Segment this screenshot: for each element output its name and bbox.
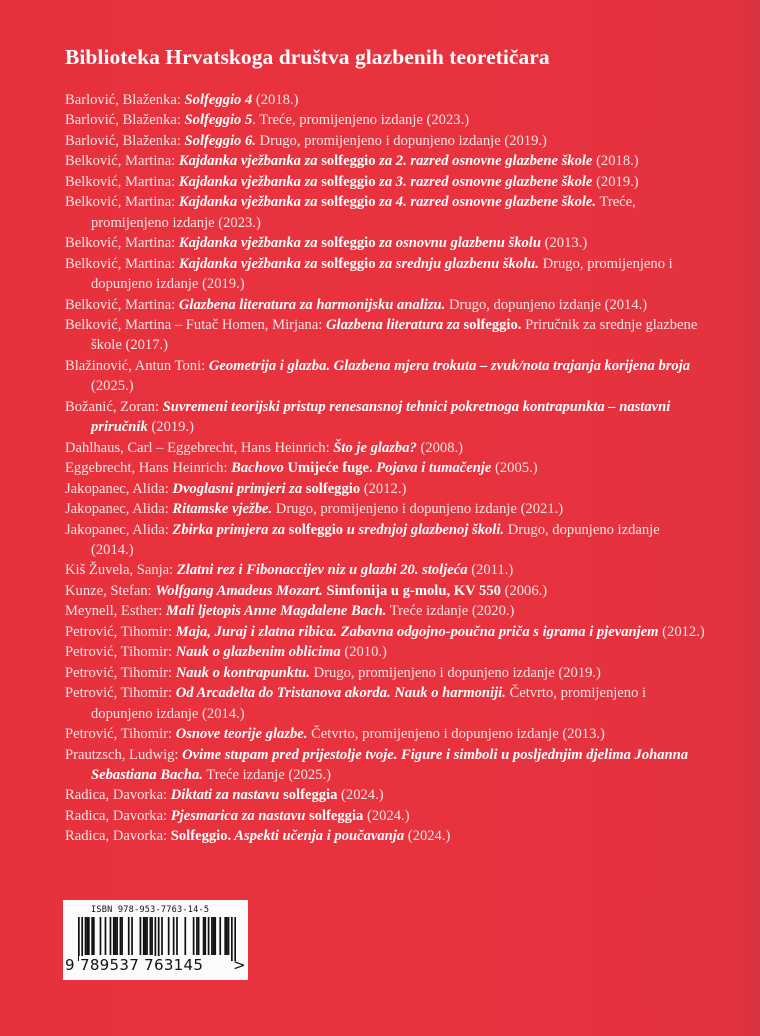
entry-title-text: Simfonija u g-molu, KV 550 xyxy=(322,582,501,599)
barcode-bar xyxy=(116,917,118,955)
entry-text: Eggebrecht, Hans Heinrich: xyxy=(65,460,232,477)
list-item xyxy=(65,192,705,233)
barcode-bar xyxy=(145,917,147,955)
entry-text: Radica, Davorka: xyxy=(65,828,171,845)
barcode-bar xyxy=(203,917,205,955)
barcode-bar xyxy=(93,917,95,955)
barcode-bar xyxy=(198,917,200,955)
barcode-bar xyxy=(204,917,206,955)
entry-title-text: Pojava i tumačenje xyxy=(372,460,492,477)
entry-text: Petrović, Tihomir: xyxy=(65,644,176,661)
entry-title-text: Zlatni rez i Fibonaccijev niz u glazbi 20. stoljeća xyxy=(176,562,468,579)
entry-title-text: Diktati za nastavu xyxy=(170,787,284,804)
list-item xyxy=(65,233,705,253)
entry-title-text: Maja, Juraj i zlatna ribica. Zabavna odgojno-poučna priča s igrama i pjevanjem xyxy=(175,623,659,640)
entry-text: Četvrto, promijenjeno i dopunjeno izdanje (2013.) xyxy=(307,726,605,743)
entry-text: Drugo, promijenjeno i dopunjeno izdanje (2019.) xyxy=(91,255,673,293)
list-item xyxy=(65,254,705,295)
entry-text: Barlović, Blaženka: xyxy=(65,112,185,129)
barcode-bar xyxy=(219,917,221,955)
list-item xyxy=(65,785,705,805)
entry-text: Petrović, Tihomir: xyxy=(65,664,176,681)
entry-title-text: Aspekti učenja i poučavanja xyxy=(231,828,405,845)
entry-text: Jakopanec, Alida: xyxy=(65,480,173,497)
entry-title-text: Kajdanka vježbanka za xyxy=(178,173,322,190)
entry-title-text: Kajdanka vježbanka za xyxy=(178,194,322,211)
isbn-label: ISBN 978-953-7763-14-5 xyxy=(91,905,210,915)
barcode-bar xyxy=(91,917,93,955)
entry-title-text: solfeggio xyxy=(321,255,376,272)
entry-text: (2008.) xyxy=(416,439,464,456)
entry-text: Belković, Martina: xyxy=(65,153,179,170)
entry-text: Belković, Martina: xyxy=(65,173,179,190)
entry-title-text: za srednju glazbenu školu. xyxy=(375,255,539,272)
barcode-bar xyxy=(211,917,213,955)
entry-text: Drugo, promijenjeno i dopunjeno izdanje (2019.) xyxy=(255,132,547,149)
list-item xyxy=(65,295,705,315)
entry-text: Dahlhaus, Carl – Eggebrecht, Hans Heinrich: xyxy=(65,439,334,456)
list-item xyxy=(65,315,705,356)
entry-title-text: Solfeggio. xyxy=(170,828,232,845)
list-item xyxy=(65,438,705,458)
barcode-bar xyxy=(81,917,83,961)
barcode-bar xyxy=(214,917,216,955)
list-item xyxy=(65,520,705,561)
entry-text: Belković, Martina – Futač Homen, Mirjana: xyxy=(65,316,327,333)
entry-title-text: Solfeggio 6. xyxy=(184,132,256,149)
barcode-bar xyxy=(150,917,152,955)
entry-text: Božanić, Zoran: xyxy=(65,398,163,415)
entry-text: Drugo, promijenjeno i dopunjeno izdanje (2019.) xyxy=(309,664,601,681)
list-item xyxy=(65,663,705,683)
barcode-bar xyxy=(85,917,87,955)
entry-title-text: Solfeggio 5 xyxy=(184,112,253,129)
entry-text: (2005.) xyxy=(491,460,538,477)
barcode-bar xyxy=(213,917,215,955)
entry-text: Treće izdanje (2020.) xyxy=(386,603,515,620)
entry-title-text: za 3. razred osnovne glazbene škole xyxy=(375,173,593,190)
entry-text: Četvrto, promijenjeno i dopunjeno izdanje (2014.) xyxy=(91,685,647,722)
barcode-bar xyxy=(105,917,107,955)
barcode-bar xyxy=(140,917,142,955)
entry-title-text: Ovime stupam pred prijestolje tvoje. Figure i simboli u posljednjim djelima Johanna Sebastiana Bacha. xyxy=(91,746,689,783)
entry-title-text: Nauk o kontrapunktu. xyxy=(175,664,310,681)
entry-title-text: solfeggio xyxy=(321,153,376,170)
entry-text: Kiš Žuvela, Sanja: xyxy=(65,562,177,579)
barcode-bar xyxy=(173,917,175,955)
entry-text: Radica, Davorka: xyxy=(65,807,171,824)
entry-text: (2006.) xyxy=(500,582,548,599)
list-item xyxy=(65,499,705,519)
entry-title-text: Od Arcadelta do Tristanova akorda. Nauk o harmoniji. xyxy=(175,685,506,702)
entry-text: Belković, Martina: xyxy=(65,255,179,272)
barcode-bar xyxy=(131,917,133,955)
entry-text: (2019.) xyxy=(147,419,194,436)
entry-title-text: Ritamske vježbe. xyxy=(172,501,273,518)
entry-title-text: Dvoglasni primjeri za xyxy=(172,480,306,497)
list-item xyxy=(65,458,705,478)
entry-text: (2013.) xyxy=(540,235,588,252)
list-item xyxy=(65,397,705,438)
barcode-bar xyxy=(168,917,170,955)
entry-title-text: Pjesmarica za nastavu xyxy=(170,807,310,824)
entry-title-text: solfeggio xyxy=(321,235,376,252)
entry-title-text: Glazbena literatura za harmonijsku analizu. xyxy=(178,296,446,313)
entry-text: Drugo, dopunjeno izdanje (2014.) xyxy=(91,521,660,558)
barcode-bar xyxy=(121,917,123,955)
entry-text: Belković, Martina: xyxy=(65,194,179,211)
barcode-bar xyxy=(100,917,102,955)
entry-title-text: solfeggio xyxy=(321,173,376,190)
entry-title-text: Suvremeni teorijski pristup renesansnoj tehnici pokretnoga kontrapunkta – nastavni priručnik xyxy=(91,398,671,436)
barcode-bar xyxy=(224,917,226,955)
entry-title-text: za 2. razred osnovne glazbene škole xyxy=(375,153,593,170)
entry-title-text: Bachovo xyxy=(231,460,288,477)
entry-text: Priručnik za srednje glazbene škole (2017.) xyxy=(91,316,698,354)
entry-title-text: Kajdanka vježbanka za xyxy=(178,153,322,170)
list-item xyxy=(65,642,705,662)
ean-quiet-zone-arrow: > xyxy=(233,956,246,974)
entry-title-text: solfeggio xyxy=(288,521,344,538)
entry-title-text: za 4. razred osnovne glazbene škole. xyxy=(375,194,597,211)
entry-text: (2024.) xyxy=(337,787,384,804)
entry-text: Drugo, dopunjeno izdanje (2014.) xyxy=(445,296,648,313)
barcode-bar xyxy=(158,917,160,961)
entry-text: Kunze, Stefan: xyxy=(65,582,156,599)
entry-text: Treće, promijenjeno izdanje (2023.) xyxy=(91,194,636,231)
entry-text: (2012.) xyxy=(658,623,705,640)
barcode-bar xyxy=(155,917,157,961)
list-item xyxy=(65,110,705,130)
barcode-bar xyxy=(120,917,122,955)
barcode-bar xyxy=(231,917,233,961)
barcode-bar xyxy=(161,917,163,955)
entry-text: . Treće, promijenjeno izdanje (2023.) xyxy=(252,112,470,129)
entry-text: Radica, Davorka: xyxy=(65,787,171,804)
list-item xyxy=(65,806,705,826)
publication-list xyxy=(65,90,705,847)
entry-title-text: u srednjoj glazbenoj školi. xyxy=(343,521,505,538)
entry-text: Petrović, Tihomir: xyxy=(65,623,176,640)
barcode-bar xyxy=(196,917,198,955)
entry-text: Meynell, Esther: xyxy=(65,603,166,620)
entry-text: Prautzsch, Ludwig: xyxy=(65,746,183,763)
entry-title-text: Osnove teorije glazbe. xyxy=(175,726,308,743)
barcode-bar xyxy=(86,917,88,955)
list-item xyxy=(65,151,705,171)
series-title: Biblioteka Hrvatskoga društva glazbenih teoretičara xyxy=(65,45,550,69)
list-item xyxy=(65,479,705,499)
entry-text: Barlović, Blaženka: xyxy=(65,92,185,108)
entry-title-text: Solfeggio 4 xyxy=(184,92,253,108)
entry-title-text: za osnovnu glazbenu školu xyxy=(375,235,541,252)
entry-text: (2025.) xyxy=(91,378,134,395)
entry-text: Petrović, Tihomir: xyxy=(65,685,176,702)
barcode-bar xyxy=(88,917,90,955)
entry-title-text: solfeggia xyxy=(283,787,338,804)
barcode-bar xyxy=(115,917,117,955)
entry-title-text: Nauk o glazbenim oblicima xyxy=(175,644,341,661)
ean-digits: 789537 763145 xyxy=(80,956,204,974)
barcode-bar xyxy=(151,917,153,955)
entry-text: (2018.) xyxy=(592,153,639,170)
list-item xyxy=(65,724,705,744)
entry-text: Belković, Martina: xyxy=(65,296,179,313)
entry-title-text: solfeggia xyxy=(309,807,364,824)
entry-title-text: Glazbena literatura za xyxy=(326,316,464,333)
entry-title-text: Umijeće fuge. xyxy=(287,460,373,477)
isbn-barcode xyxy=(63,900,248,980)
barcode-bar xyxy=(128,917,130,955)
entry-text: (2019.) xyxy=(592,173,639,190)
entry-text: (2018.) xyxy=(252,92,299,108)
list-item xyxy=(65,560,705,580)
ean-first-digit: 9 xyxy=(65,956,75,974)
list-item xyxy=(65,826,705,846)
entry-title-text: solfeggio xyxy=(305,480,361,497)
barcode-bar xyxy=(193,917,195,955)
list-item xyxy=(65,745,705,786)
entry-title-text: solfeggio. xyxy=(463,316,522,333)
entry-text: Belković, Martina: xyxy=(65,235,179,252)
list-item xyxy=(65,172,705,192)
list-item xyxy=(65,601,705,621)
barcode-bar xyxy=(226,917,228,955)
barcode-bar xyxy=(208,917,210,955)
entry-title-text: Geometrija i glazba. Glazbena mjera trokuta – zvuk/nota trajanja korijena broja xyxy=(208,357,691,374)
barcode-bar xyxy=(110,917,112,955)
barcode-bar xyxy=(146,917,148,955)
entry-title-text: Wolfgang Amadeus Mozart. xyxy=(155,582,323,599)
list-item xyxy=(65,683,705,724)
list-item xyxy=(65,622,705,642)
entry-title-text: solfeggio xyxy=(321,194,376,211)
entry-text: (2012.) xyxy=(360,480,407,497)
entry-text: (2024.) xyxy=(404,828,451,845)
barcode-bar xyxy=(78,917,80,961)
entry-title-text: Što je glazba? xyxy=(333,439,417,456)
entry-text: (2011.) xyxy=(467,562,514,579)
barcode-bar xyxy=(184,917,186,955)
list-item xyxy=(65,90,705,110)
entry-title-text: Mali ljetopis Anne Magdalene Bach. xyxy=(165,603,387,620)
barcode-bar xyxy=(176,917,178,955)
entry-title-text: Kajdanka vježbanka za xyxy=(178,255,322,272)
entry-text: Drugo, promijenjeno i dopunjeno izdanje (2021.) xyxy=(272,501,564,518)
barcode-bar xyxy=(113,917,115,955)
entry-text: (2024.) xyxy=(363,807,410,824)
entry-text: Blažinović, Antun Toni: xyxy=(65,357,209,374)
list-item xyxy=(65,356,705,397)
entry-text: (2010.) xyxy=(340,644,387,661)
entry-text: Jakopanec, Alida: xyxy=(65,501,173,518)
entry-title-text: Kajdanka vježbanka za xyxy=(178,235,322,252)
entry-text: Jakopanec, Alida: xyxy=(65,521,173,538)
barcode-bar xyxy=(228,917,230,955)
entry-text: Petrović, Tihomir: xyxy=(65,726,176,743)
list-item xyxy=(65,131,705,151)
entry-text: Treće izdanje (2025.) xyxy=(202,766,331,783)
barcode-bar xyxy=(143,917,145,955)
barcode-bar xyxy=(234,917,236,961)
list-item xyxy=(65,581,705,601)
entry-title-text: Zbirka primjera za xyxy=(172,521,289,538)
entry-text: Barlović, Blaženka: xyxy=(65,132,185,149)
